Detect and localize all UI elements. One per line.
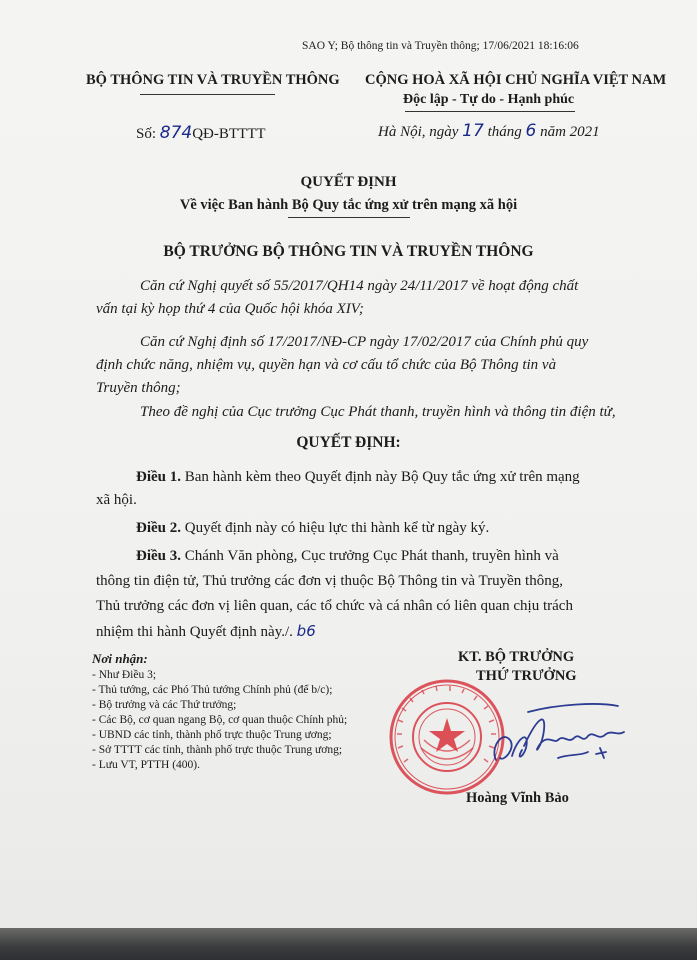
article-2-label: Điều 2.: [136, 520, 181, 536]
preamble-line: định chức năng, nhiệm vụ, quyền hạn và cơ cấu tổ chức của Bộ Thông tin và: [96, 357, 557, 373]
article-3-line: thông tin điện tử, Thủ trưởng các đơn vị thuộc Bộ Thông tin và Truyền thông,: [96, 573, 563, 589]
article-2-text: Quyết định này có hiệu lực thi hành kể từ ngày ký.: [181, 520, 490, 536]
doc-no-handwritten: 874: [159, 123, 193, 143]
country-name: CỘNG HOÀ XÃ HỘI CHỦ NGHĨA VIỆT NAM: [365, 72, 667, 88]
preamble-line: Căn cứ Nghị định số 17/2017/NĐ-CP ngày 17/02/2017 của Chính phủ quy: [140, 334, 589, 350]
signer-name: Hoàng Vĩnh Bảo: [466, 790, 569, 806]
year-label: năm 2021: [540, 124, 600, 140]
article-1-line: [136, 466, 580, 488]
recipient-item: - Sở TTTT các tỉnh, thành phố trực thuộc Trung ương;: [92, 744, 343, 756]
article-3-last: nhiệm thi hành Quyết định này./.: [96, 624, 293, 640]
day-handwritten: 17: [462, 121, 484, 141]
initials-handwritten: b6: [296, 622, 316, 640]
ministry-underline: [140, 94, 275, 95]
place-and-date: [378, 121, 600, 141]
subject-underline: [288, 217, 410, 218]
article-1-line: xã hội.: [96, 492, 137, 508]
preamble-line: Truyền thông;: [96, 380, 181, 396]
month-handwritten: 6: [525, 121, 537, 141]
article-3-label: Điều 3.: [136, 548, 181, 564]
recipient-item: - Các Bộ, cơ quan ngang Bộ, cơ quan thuộc Chính phủ;: [92, 714, 348, 726]
copy-stamp: SAO Y; Bộ thông tin và Truyền thông; 17/06/2021 18:16:06: [302, 40, 579, 52]
recipients-title: Nơi nhận:: [92, 651, 148, 666]
motto-underline: [405, 111, 575, 112]
preamble-line: vấn tại kỳ họp thứ 4 của Quốc hội khóa XIV;: [96, 301, 364, 317]
national-motto: Độc lập - Tự do - Hạnh phúc: [403, 92, 575, 107]
article-2-line: [136, 517, 489, 539]
article-3-line: [96, 620, 316, 643]
preamble-line: Theo đề nghị của Cục trưởng Cục Phát thanh, truyền hình và thông tin điện tử,: [140, 404, 616, 420]
recipient-item: - Lưu VT, PTTH (400).: [92, 759, 201, 771]
document-title: QUYẾT ĐỊNH: [300, 174, 397, 190]
month-label: tháng: [487, 124, 522, 140]
article-1-text: Ban hành kèm theo Quyết định này Bộ Quy tắc ứng xử trên mạng: [181, 469, 580, 485]
doc-no-label: Số:: [136, 126, 157, 142]
document-subject: Về việc Ban hành Bộ Quy tắc ứng xử trên mạng xã hội: [179, 197, 518, 213]
bottom-shadow: [0, 928, 697, 960]
issuing-authority: BỘ TRƯỞNG BỘ THÔNG TIN VÀ TRUYỀN THÔNG: [163, 243, 534, 260]
signature-subtitle: THỨ TRƯỞNG: [476, 668, 577, 684]
recipient-item: - Như Điều 3;: [92, 669, 157, 681]
article-3-text: Chánh Văn phòng, Cục trưởng Cục Phát thanh, truyền hình và: [181, 548, 559, 564]
article-3-line: Thủ trưởng các đơn vị liên quan, các tổ chức và cá nhân có liên quan chịu trách: [96, 598, 573, 614]
recipient-item: - Thủ tướng, các Phó Thủ tướng Chính phủ (để b/c);: [92, 684, 333, 696]
preamble-line: Căn cứ Nghị quyết số 55/2017/QH14 ngày 24/11/2017 về hoạt động chất: [140, 278, 579, 294]
recipient-item: - Bộ trưởng và các Thứ trưởng;: [92, 699, 237, 711]
article-3-line: [136, 545, 559, 567]
issuing-ministry: BỘ THÔNG TIN VÀ TRUYỀN THÔNG: [86, 72, 340, 88]
document-number: [136, 123, 266, 143]
recipient-item: - UBND các tỉnh, thành phố trực thuộc Trung ương;: [92, 729, 332, 741]
decision-heading: QUYẾT ĐỊNH:: [296, 434, 401, 451]
handwritten-signature-icon: [488, 700, 628, 780]
place-prefix: Hà Nội, ngày: [378, 124, 459, 140]
article-1-label: Điều 1.: [136, 469, 181, 485]
signature-title: KT. BỘ TRƯỞNG: [458, 649, 575, 665]
doc-no-suffix: QĐ-BTTTT: [192, 126, 266, 142]
